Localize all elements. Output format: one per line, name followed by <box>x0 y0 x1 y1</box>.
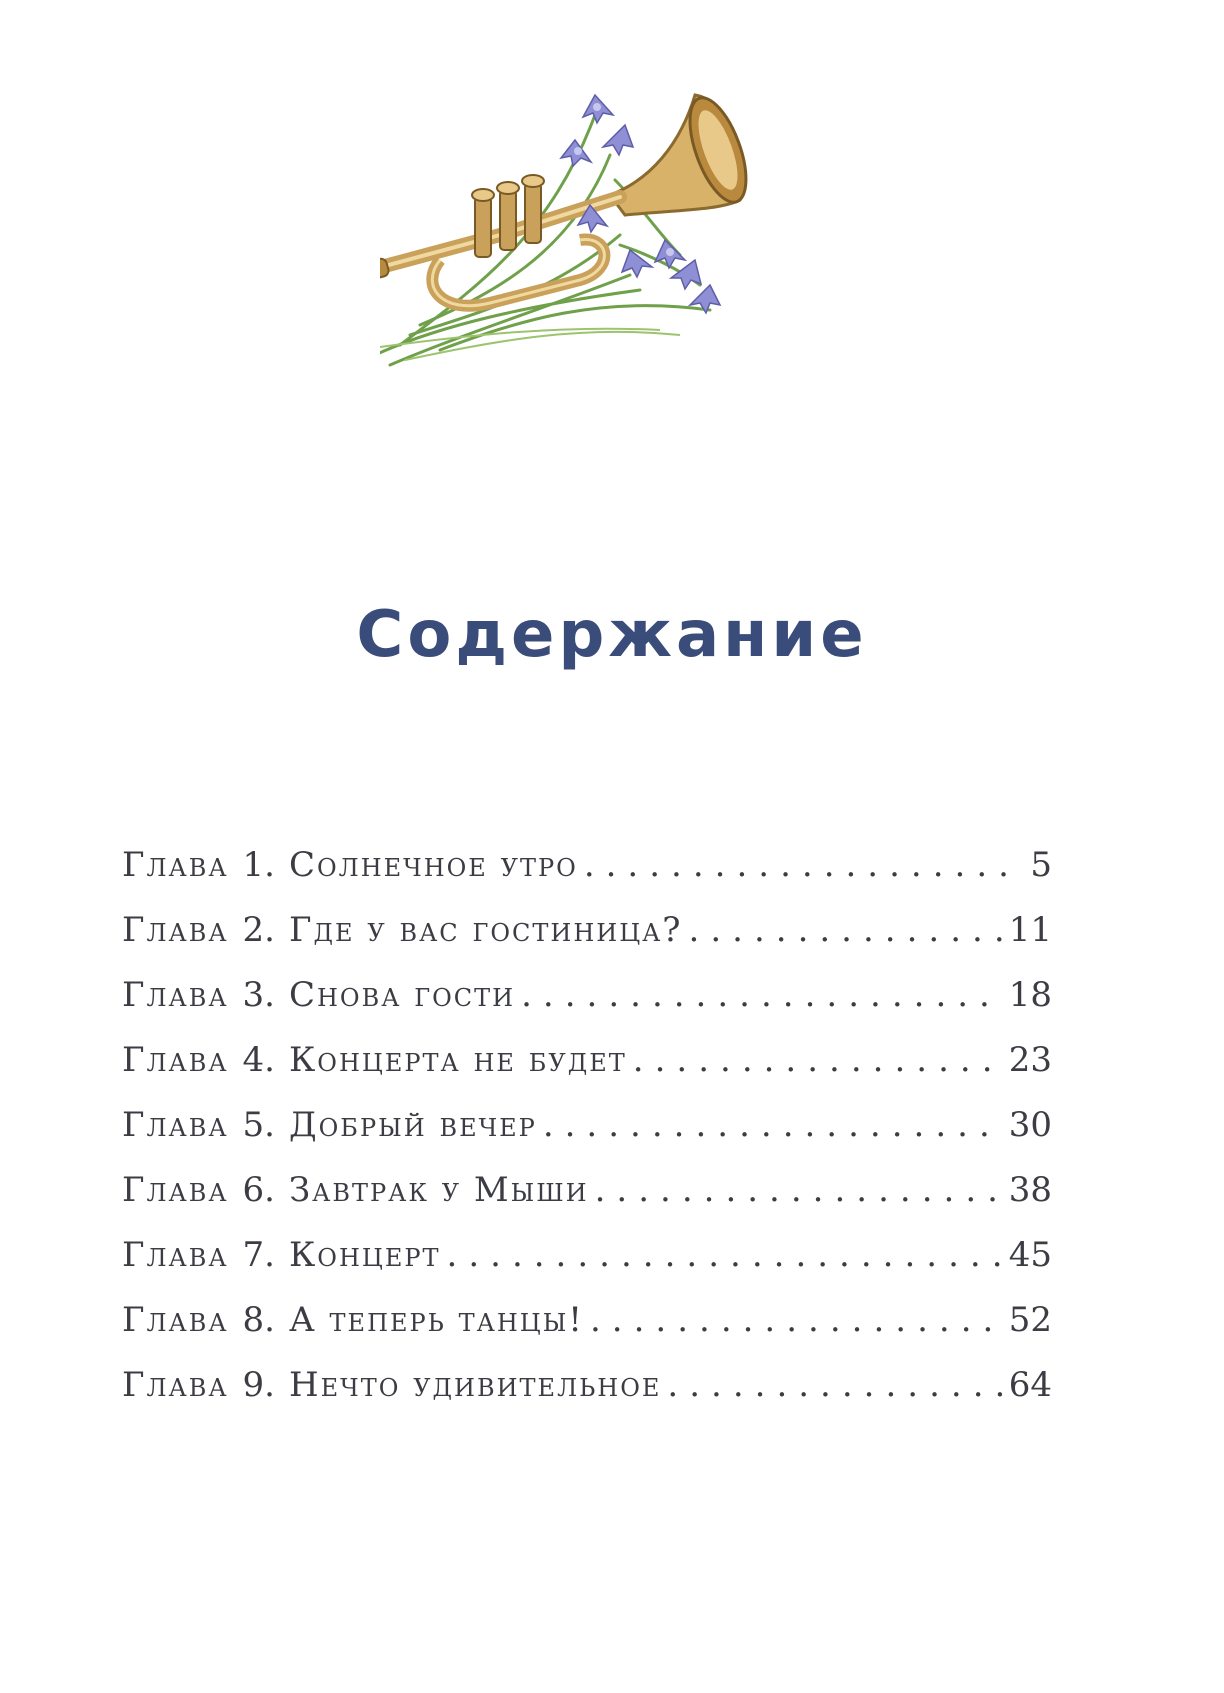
chapter-title: Солнечное утро <box>288 845 578 885</box>
chapter-title: Нечто удивительное <box>288 1365 662 1405</box>
table-of-contents <box>122 845 1052 1430</box>
page-number: 23 <box>1008 1040 1052 1080</box>
page-number: 30 <box>1008 1105 1052 1145</box>
dot-leader <box>584 845 1006 885</box>
chapter-title: Снова гости <box>288 975 516 1015</box>
toc-entry[interactable] <box>122 975 1052 1040</box>
page-number: 64 <box>1008 1365 1052 1405</box>
toc-entry[interactable] <box>122 845 1052 910</box>
dot-leader <box>447 1235 1003 1275</box>
toc-entry[interactable] <box>122 1365 1052 1430</box>
dot-leader <box>595 1170 1003 1210</box>
page-number: 45 <box>1008 1235 1052 1275</box>
chapter-label: Глава <box>122 1300 229 1340</box>
toc-entry[interactable] <box>122 910 1052 975</box>
page-title: Содержание <box>356 598 868 672</box>
toc-entry[interactable] <box>122 1170 1052 1235</box>
trumpet-with-bellflowers-icon <box>380 85 800 405</box>
toc-entry[interactable] <box>122 1105 1052 1170</box>
chapter-title: Где у вас гостиница? <box>288 910 683 950</box>
dot-leader <box>689 910 1003 950</box>
chapter-title: Концерт <box>288 1235 441 1275</box>
chapter-number: 4. <box>242 1040 275 1080</box>
chapter-label: Глава <box>122 910 229 950</box>
chapter-label: Глава <box>122 1235 229 1275</box>
chapter-number: 1. <box>242 845 275 885</box>
dot-leader <box>590 1300 1003 1340</box>
dot-leader <box>543 1105 1003 1145</box>
toc-entry[interactable] <box>122 1300 1052 1365</box>
page-number: 52 <box>1008 1300 1052 1340</box>
chapter-number: 7. <box>242 1235 275 1275</box>
chapter-number: 8. <box>242 1300 275 1340</box>
page-number: 5 <box>1030 845 1052 885</box>
dot-leader <box>521 975 1003 1015</box>
chapter-number: 9. <box>242 1365 275 1405</box>
toc-entry[interactable] <box>122 1040 1052 1105</box>
dot-leader <box>633 1040 1003 1080</box>
chapter-label: Глава <box>122 1105 229 1145</box>
chapter-number: 3. <box>242 975 275 1015</box>
chapter-title: А теперь танцы! <box>288 1300 584 1340</box>
chapter-title: Добрый вечер <box>288 1105 537 1145</box>
dot-leader <box>667 1365 1002 1405</box>
chapter-number: 2. <box>242 910 275 950</box>
chapter-number: 6. <box>242 1170 275 1210</box>
page-number: 38 <box>1008 1170 1052 1210</box>
chapter-label: Глава <box>122 1040 229 1080</box>
page-number: 18 <box>1008 975 1052 1015</box>
chapter-label: Глава <box>122 1365 229 1405</box>
chapter-number: 5. <box>242 1105 275 1145</box>
toc-entry[interactable] <box>122 1235 1052 1300</box>
chapter-title: Завтрак у Мыши <box>288 1170 589 1210</box>
page-number: 11 <box>1008 910 1052 950</box>
chapter-label: Глава <box>122 845 229 885</box>
chapter-label: Глава <box>122 975 229 1015</box>
chapter-label: Глава <box>122 1170 229 1210</box>
chapter-title: Концерта не будет <box>288 1040 627 1080</box>
